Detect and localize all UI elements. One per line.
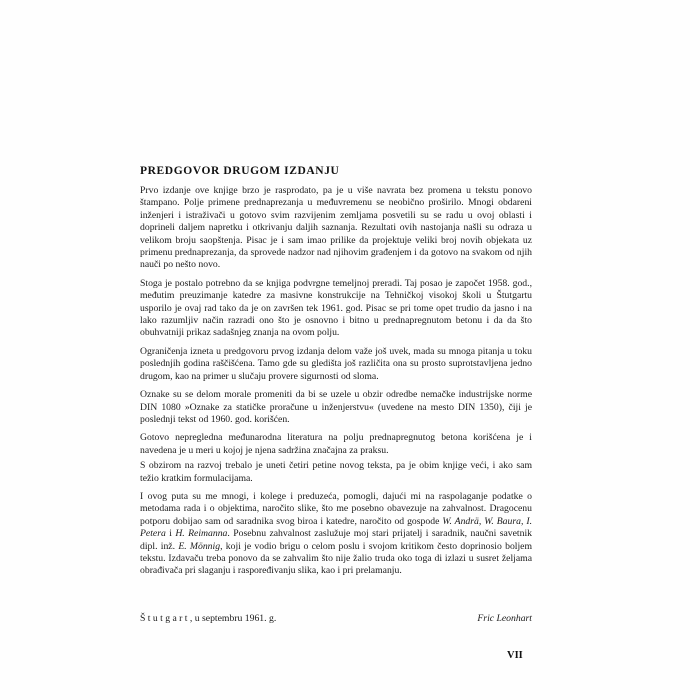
page-number: VII xyxy=(507,650,523,661)
paragraph-7-text-b: . Posebnu zahvalnost zaslužuje moj stari prijatelj i saradnik, naučni savetnik dipl. inž. xyxy=(140,528,532,552)
paragraph-5: Gotovo nepregledna međunarodna literatura na polju prednapregnutog betona korišćena je i navedena je u meri u kojoj je njena sadržina značajna za praksu. xyxy=(140,432,532,456)
paragraph-3: Ograničenja izneta u predgovoru prvog izdanja delom važe još uvek, mada su mnoga pitanja u toku poslednjih godina raščišćena. Tamo gde su gledišta još različita ona su prosto suprotstavljena jedno drugom, kao na primer u slučaju provere sigurnosti od sloma. xyxy=(140,345,532,382)
signature-row xyxy=(140,613,532,627)
paragraph-6: S obzirom na razvoj trebalo je uneti četiri petine novog teksta, pa je obim knjige veći, i ako sam težio kratkim formulacijama. xyxy=(140,460,532,484)
preface-content xyxy=(140,165,532,584)
paragraph-2: Stoga je postalo potrebno da se knjiga podvrgne temeljnoj preradi. Taj posao je započet 1958. god., međutim preuzimanje katedre za masivne konstrukcije na Tehničkoj visokoj školi u Štutgartu usporilo je ovaj rad tako da je on završen tek 1961. god. Pisac se pri tome opet trudio da jasno i na lako razumljiv način razradi ono što je osnovno i bitno u prednapregnutom betonu i da da što obuhvatniji prikaz sadašnjeg znanja na ovom polju. xyxy=(140,277,532,339)
paragraph-7-conjunction: i xyxy=(165,528,176,540)
paragraph-7-text-c: , koji je vodio brigu o celom poslu i svojom kritikom često doprinosio boljem tekstu. Izdavaču treba ponovo da se zahvalim što nije žalio truda oko toga di izlazi u susret željama obrađivača pri slaganju i raspoređivanju slika, kao i pri prelamanju. xyxy=(140,540,533,577)
place-date xyxy=(140,613,276,624)
paragraph-7 xyxy=(140,491,532,578)
coworker-names: W. Andrä, W. Baura, I. Petera xyxy=(140,515,532,540)
page-title: PREDGOVOR DRUGOM IZDANJU xyxy=(140,165,340,177)
coworker-name-last: H. Reimanna xyxy=(175,528,228,540)
paragraph-1: Prvo izdanje ove knjige brzo je rasprodato, pa je u više navrata bez promena u tekstu ponovo štampano. Polje primene prednaprezanja u međuvremenu se neobično proširilo. Mnogi obdareni inženjeri i istraživači u gotovo svim razvijenim zemljama posvetili su se radu u ovoj oblasti i doprineli daljem napretku i otkrivanju daljih saznanja. Rezultati ovih nastojanja našli su odraza u velikom broju saopštenja. Pisac je i sam imao prilike da projektuje veliki broj novih objekata uz primenu prednaprezanja, da sprovede nadzor nad njihovim građenjem i da gotovo na svakom od njih nauči po nešto novo. xyxy=(140,185,532,271)
paragraph-7-text-a: I ovog puta su me mnogi, i kolege i preduzeća, pomogli, dajući mi na raspolaganje podatke o metodama rada i o objektima, naročito slike, što me posebno obavezuje na zahvalnost. Dragocenu potporu dobijao sam od saradnika svog biroa i katedre, naročito od gospode xyxy=(140,490,532,527)
signature-city: Štutgart xyxy=(140,613,190,624)
advisor-name: E. Mönnig xyxy=(178,540,221,552)
signature-author: Fric Leonhart xyxy=(477,613,532,624)
paragraph-4: Oznake su se delom morale promeniti da bi se uzele u obzir odredbe nemačke industrijske norme DIN 1080 »Oznake za statičke proračune u inženjerstvu« (uvedene na mesto DIN 1350), čiji je poslednji tekst od 1960. god. korišćen. xyxy=(140,389,532,425)
signature-date: , u septembru 1961. g. xyxy=(189,613,277,624)
